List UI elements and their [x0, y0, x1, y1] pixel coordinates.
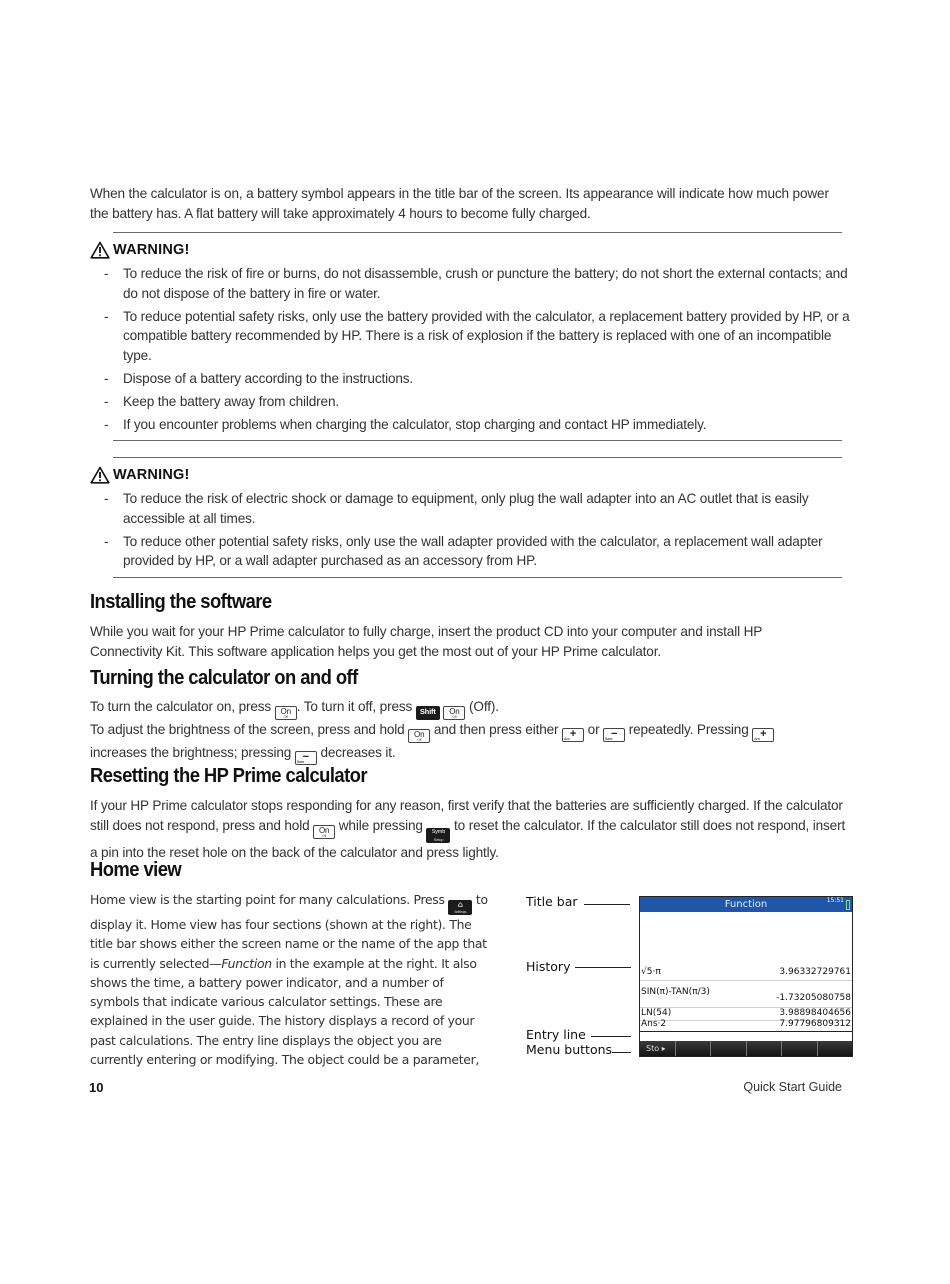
menu-bar [640, 1041, 852, 1056]
shift-key-icon: Shift [416, 706, 440, 720]
home-paragraph [90, 890, 510, 1069]
text: decreases it. [316, 745, 396, 760]
menu-button [710, 1041, 746, 1056]
text-line: is currently selected—Function in the example at the right. It also [90, 955, 477, 971]
callout-line [575, 967, 631, 968]
menu-button [817, 1041, 853, 1056]
warning-item: - Dispose of a battery according to the instructions. [104, 369, 856, 389]
symb-setup-key-icon: Symb Setup [426, 828, 450, 843]
calc-title-bar [640, 897, 852, 912]
text-line: explained in the user guide. The history displays a record of your [90, 1013, 475, 1029]
menu-button-sto: Sto ▸ [640, 1041, 675, 1056]
callout-line [612, 1052, 631, 1053]
turning-paragraph-2 [90, 720, 850, 765]
on-key-icon: On Off [275, 706, 297, 720]
on-key-icon: On Off [443, 706, 465, 720]
warning-list [104, 489, 856, 574]
history-row: LN(54) 3.98898404656 [640, 1008, 852, 1021]
warning-item: - To reduce the risk of fire or burns, do not disassemble, crush or puncture the battery; do not short the external contacts; and do not dispose of the battery in fire or water. [104, 264, 856, 303]
callout-entry-line: Entry line [526, 1027, 586, 1042]
warning-triangle-icon [90, 241, 110, 259]
battery-icon [846, 900, 850, 910]
text: To adjust the brightness of the screen, press and hold [90, 722, 409, 737]
history-row: SIN(π)-TAN(π/3) -1.73205080758 [640, 981, 852, 1008]
page-number: 10 [89, 1080, 104, 1095]
section-heading-installing: Installing the software [90, 591, 272, 613]
plus-key-icon: + Ans [752, 728, 774, 742]
text-line: symbols that indicate various calculator settings. These are [90, 994, 443, 1010]
intro-paragraph: When the calculator is on, a battery symbol appears in the title bar of the screen. Its appearance will indicate how much power the battery has. A flat battery will take approximately 4 hours to become fully charged. [90, 186, 829, 221]
minus-key-icon: − Base [603, 728, 625, 742]
divider [113, 440, 842, 441]
calculator-screen [639, 896, 853, 1057]
text-line: currently entering or modifying. The object could be a parameter, [90, 1052, 480, 1068]
text: (Off). [465, 699, 499, 714]
warning-title: WARNING! [113, 467, 190, 483]
text: and then press either [430, 722, 563, 737]
section-heading-turning: Turning the calculator on and off [90, 667, 358, 689]
callout-line [584, 904, 630, 905]
warning-triangle-icon [90, 466, 110, 484]
text-line: display it. Home view has four sections (shown at the right). The [90, 917, 472, 932]
divider [113, 577, 842, 578]
divider [113, 457, 842, 458]
text: or [584, 722, 604, 737]
home-settings-key-icon: ⌂ Settings [448, 900, 472, 915]
on-key-icon: On Off [408, 729, 430, 743]
text-line: shows the time, a battery power indicator, and a number of [90, 974, 444, 990]
history-row: √5·π 3.96332729761 [640, 965, 852, 981]
installing-paragraph: While you wait for your HP Prime calculator to fully charge, insert the product CD into your computer and install HP Connectivity Kit. This software application helps you get the most out of your HP Prime calculator. [90, 624, 762, 659]
warning-heading [90, 241, 190, 259]
turning-paragraph-1 [90, 697, 850, 720]
callout-title-bar: Title bar [526, 894, 578, 909]
minus-key-icon: − Base [295, 751, 317, 765]
text: repeatedly. Pressing [625, 722, 753, 737]
menu-button [746, 1041, 782, 1056]
calc-title: Function [724, 899, 768, 910]
menu-button [781, 1041, 817, 1056]
text-line: title bar shows either the screen name or the name of the app that [90, 936, 487, 952]
entry-line [640, 1031, 852, 1032]
warning-heading [90, 466, 190, 484]
text: to reset the calculator. If the calculator still does not respond, insert a pin into the reset hole on the back of the calculator and press lightly. [90, 817, 846, 860]
warning-item: - To reduce the risk of electric shock or damage to equipment, only plug the wall adapter into an AC outlet that is easily accessible at all times. [104, 489, 856, 528]
guide-title: Quick Start Guide [743, 1080, 842, 1094]
divider [113, 232, 842, 233]
history-row: Ans·2 7.97796809312 [641, 1019, 851, 1029]
text: . To turn it off, press [296, 699, 416, 714]
plus-key-icon: + Ans [562, 728, 584, 742]
text: while pressing [335, 817, 427, 833]
warning-list [104, 264, 856, 438]
menu-button [675, 1041, 711, 1056]
callout-line [591, 1036, 631, 1037]
section-heading-home: Home view [90, 859, 182, 881]
warning-item: - Keep the battery away from children. [104, 392, 856, 412]
text: increases the brightness; pressing [90, 745, 295, 760]
warning-item: - To reduce other potential safety risks, only use the wall adapter provided with the calculator, a replacement wall adapter provided by HP, or a wall adapter purchased as an accessory from HP. [104, 532, 856, 571]
warning-title: WARNING! [113, 242, 190, 258]
callout-menu-buttons: Menu buttons [526, 1042, 613, 1057]
text-line: past calculations. The entry line displays the object you are [90, 1032, 442, 1048]
calc-time: 15:51 [826, 897, 844, 904]
callout-history: History [526, 959, 571, 974]
warning-item: - If you encounter problems when charging the calculator, stop charging and contact HP immediately. [104, 415, 856, 435]
text: To turn the calculator on, press [90, 699, 275, 714]
text: If your HP Prime calculator stops responding for any reason, first verify that the batteries are sufficiently charged. If the calculator still does not respond, press and hold [90, 798, 843, 833]
text-line: Home view is the starting point for many calculations. Press ⌂ Settings to [90, 892, 488, 914]
resetting-paragraph [90, 796, 855, 862]
on-key-icon: On Off [313, 825, 335, 839]
warning-item: - To reduce potential safety risks, only use the battery provided with the calculator, a replacement battery provided by HP, or a compatible battery recommended by HP. There is a risk of explosion if the battery is replaced with one of an incompatible type. [104, 307, 856, 366]
section-heading-resetting: Resetting the HP Prime calculator [90, 765, 367, 787]
